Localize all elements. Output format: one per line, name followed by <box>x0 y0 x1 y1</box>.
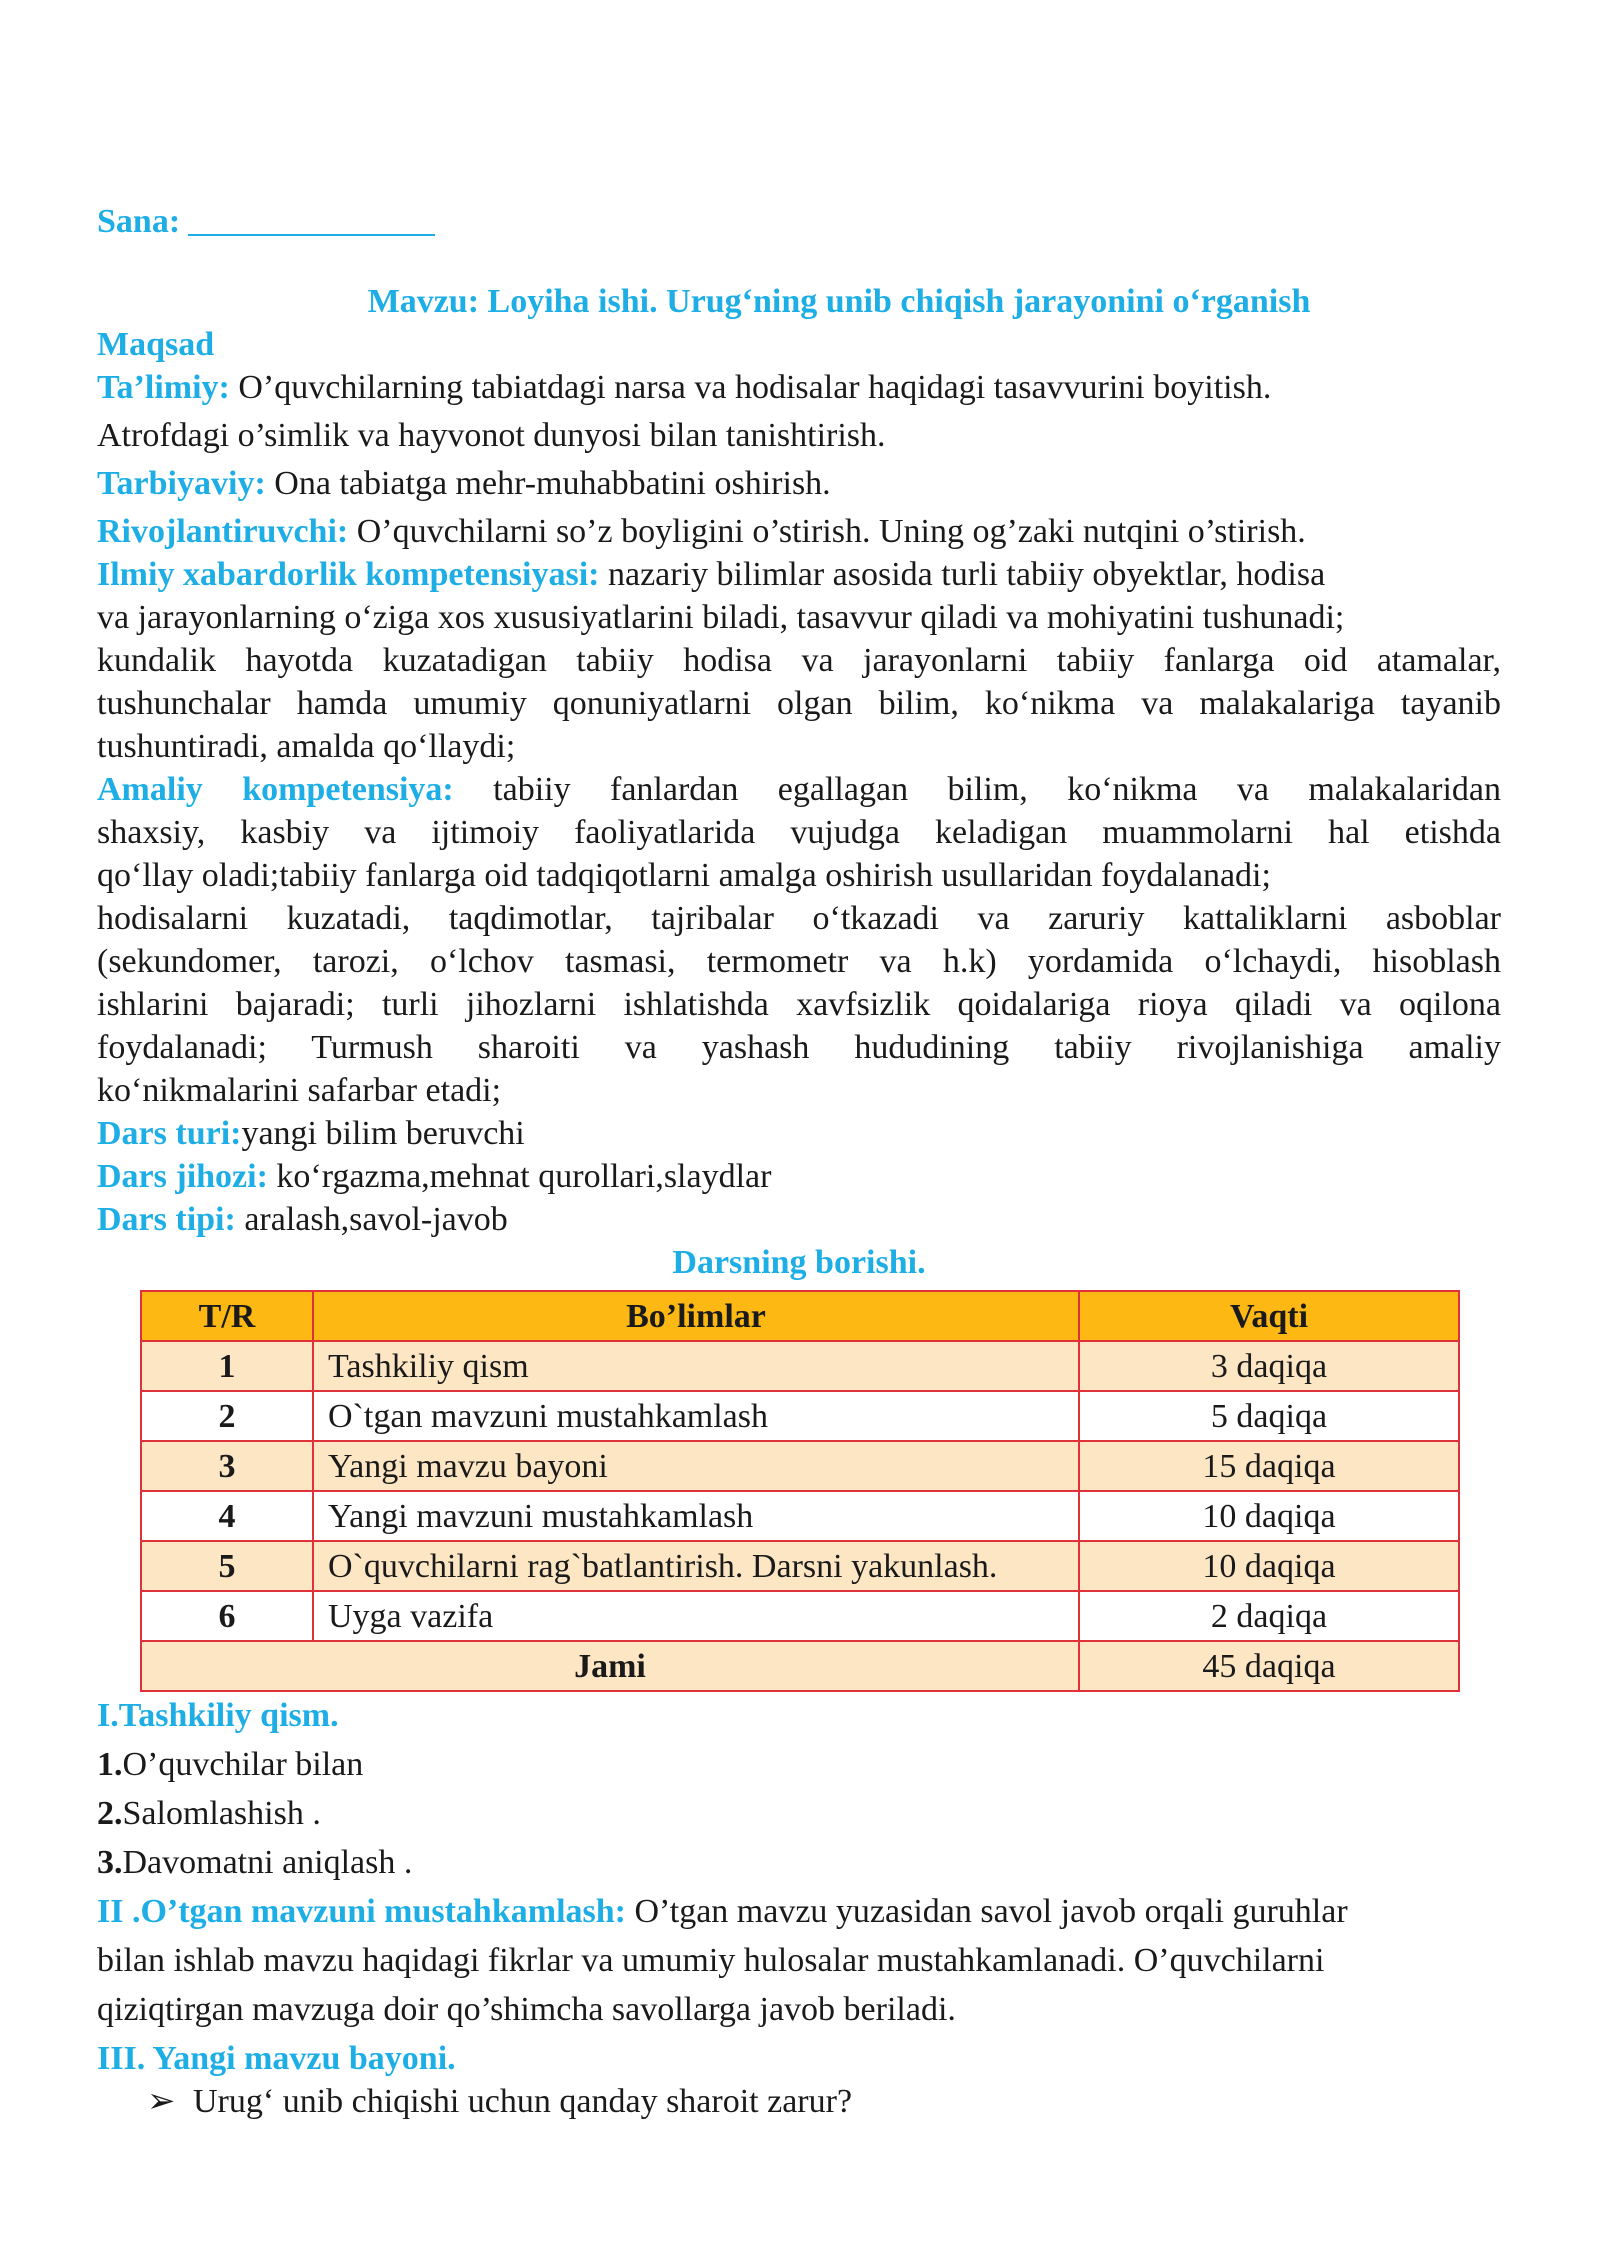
table-total-row <box>141 1641 1459 1691</box>
header-tr: T/R <box>141 1291 313 1341</box>
list-item <box>97 1792 1501 1835</box>
table-row <box>141 1541 1459 1591</box>
list-item-number: 1. <box>97 1746 123 1783</box>
ilmiy-line-5: tushuntiradi, amalda qo‘llaydi; <box>97 728 516 765</box>
row-time: 5 daqiqa <box>1079 1391 1459 1441</box>
amaliy-text-1: tabiiy fanlardan egallagan bilim, ko‘nikma va malakalaridan <box>493 771 1501 808</box>
ilmiy-line-3: kundalik hayotda kuzatadigan tabiiy hodisa va jarayonlarni tabiiy fanlarga oid atamalar, <box>97 642 1501 679</box>
lesson-equipment-value: ko‘rgazma,mehnat qurollari,slaydlar <box>276 1158 772 1195</box>
row-time: 2 daqiqa <box>1079 1591 1459 1641</box>
row-section: O`quvchilarni rag`batlantirish. Darsni yakunlash. <box>313 1541 1079 1591</box>
tarbiyaviy-line <box>97 462 1501 505</box>
bullet-text: Urug‘ unib chiqishi uchun qanday sharoit zarur? <box>193 2083 853 2120</box>
total-value: 45 daqiqa <box>1079 1641 1459 1691</box>
table-row <box>141 1441 1459 1491</box>
talimiy-text: O’quvchilarning tabiatdagi narsa va hodisalar haqidagi tasavvurini boyitish. <box>238 369 1272 406</box>
row-number: 3 <box>141 1441 313 1491</box>
row-section: Tashkiliy qism <box>313 1341 1079 1391</box>
amaliy-line-3: qo‘llay oladi;tabiiy fanlarga oid tadqiqotlarni amalga oshirish usullaridan foydalanadi; <box>97 857 1271 894</box>
total-label: Jami <box>141 1641 1079 1691</box>
section3-heading: III. Yangi mavzu bayoni. <box>97 2040 456 2077</box>
amaliy-line-8: ko‘nikmalarini safarbar etadi; <box>97 1072 502 1109</box>
rivoj-text: O’quvchilarni so’z boyligini o’stirish. Uning og’zaki nutqini o’stirish. <box>356 513 1306 550</box>
section2-heading: II .O’tgan mavzuni mustahkamlash: <box>97 1893 626 1930</box>
date-line <box>97 200 1501 243</box>
ilmiy-label: Ilmiy xabardorlik kompetensiyasi: <box>97 556 600 593</box>
section2-line-3: qiziqtirgan mavzuga doir qo’shimcha savollarga javob beriladi. <box>97 1991 956 2028</box>
amaliy-line-5: (sekundomer, tarozi, o‘lchov tasmasi, termometr va h.k) yordamida o‘lchaydi, hisoblash <box>97 943 1501 980</box>
row-time: 15 daqiqa <box>1079 1441 1459 1491</box>
row-time: 3 daqiqa <box>1079 1341 1459 1391</box>
lesson-type-value: yangi bilim beruvchi <box>241 1115 525 1152</box>
goal-heading: Maqsad <box>97 326 215 363</box>
section1-heading: I.Tashkiliy qism. <box>97 1697 339 1734</box>
document-content <box>97 200 1501 2123</box>
amaliy-label: Amaliy kompetensiya: <box>97 771 454 808</box>
tarbiyaviy-text: Ona tabiatga mehr-muhabbatini oshirish. <box>274 465 831 502</box>
row-section: Uyga vazifa <box>313 1591 1079 1641</box>
lesson-kind-label: Dars tipi: <box>97 1201 236 1238</box>
row-time: 10 daqiqa <box>1079 1541 1459 1591</box>
lesson-type-label: Dars turi: <box>97 1115 242 1152</box>
table-row <box>141 1391 1459 1441</box>
lesson-equipment-label: Dars jihozi: <box>97 1158 268 1195</box>
row-time: 10 daqiqa <box>1079 1491 1459 1541</box>
progress-heading: Darsning borishi. <box>672 1244 926 1281</box>
section2-text-1: O’tgan mavzu yuzasidan savol javob orqali guruhlar <box>634 1893 1348 1930</box>
lesson-plan-table <box>140 1290 1460 1692</box>
table-row <box>141 1491 1459 1541</box>
rivoj-label: Rivojlantiruvchi: <box>97 513 349 550</box>
header-time: Vaqti <box>1079 1291 1459 1341</box>
list-item-text: Davomatni aniqlash . <box>122 1844 413 1881</box>
talimiy-line-1 <box>97 366 1501 409</box>
arrow-bullet-icon: ➢ <box>147 2083 176 2120</box>
table-row <box>141 1591 1459 1641</box>
table-header-row <box>141 1291 1459 1341</box>
ilmiy-line-1 <box>97 553 1501 596</box>
row-number: 6 <box>141 1591 313 1641</box>
section2-line-1 <box>97 1890 1501 1933</box>
amaliy-line-4: hodisalarni kuzatadi, taqdimotlar, tajribalar o‘tkazadi va zaruriy kattaliklarni asboblar <box>97 900 1501 937</box>
row-number: 4 <box>141 1491 313 1541</box>
ilmiy-line-2: va jarayonlarning o‘ziga xos xususiyatlarini biladi, tasavvur qiladi va mohiyatini tushunadi; <box>97 599 1345 636</box>
amaliy-line-2: shaxsiy, kasbiy va ijtimoiy faoliyatlarida vujudga keladigan muammolarni hal etishda <box>97 814 1501 851</box>
row-section: O`tgan mavzuni mustahkamlash <box>313 1391 1079 1441</box>
lesson-equipment-line <box>97 1155 1501 1198</box>
section2-line-2: bilan ishlab mavzu haqidagi fikrlar va umumiy hulosalar mustahkamlanadi. O’quvchilarni <box>97 1942 1325 1979</box>
list-item <box>97 1841 1501 1884</box>
list-item-number: 3. <box>97 1844 123 1881</box>
header-sections: Bo’limlar <box>313 1291 1079 1341</box>
list-item <box>97 2080 1501 2123</box>
lesson-type-line <box>97 1112 1501 1155</box>
amaliy-line-6: ishlarini bajaradi; turli jihozlarni ishlatishda xavfsizlik qoidalariga rioya qiladi va oqilona <box>97 986 1501 1023</box>
talimiy-label: Ta’limiy: <box>97 369 230 406</box>
lesson-kind-value: aralash,savol-javob <box>244 1201 508 1238</box>
talimiy-line-2: Atrofdagi o’simlik va hayvonot dunyosi bilan tanishtirish. <box>97 417 886 454</box>
list-item-number: 2. <box>97 1795 123 1832</box>
lesson-title: Mavzu: Loyiha ishi. Urug‘ning unib chiqish jarayonini o‘rganish <box>367 283 1311 320</box>
row-number: 2 <box>141 1391 313 1441</box>
list-item-text: O’quvchilar bilan <box>122 1746 364 1783</box>
amaliy-line-7: foydalanadi; Turmush sharoiti va yashash hududining tabiiy rivojlanishiga amaliy <box>97 1029 1501 1066</box>
row-number: 1 <box>141 1341 313 1391</box>
list-item <box>97 1743 1501 1786</box>
row-section: Yangi mavzuni mustahkamlash <box>313 1491 1079 1541</box>
ilmiy-line-4: tushunchalar hamda umumiy qonuniyatlarni olgan bilim, ko‘nikma va malakalariga tayanib <box>97 685 1501 722</box>
date-blank-field[interactable] <box>188 204 435 236</box>
row-number: 5 <box>141 1541 313 1591</box>
rivoj-line <box>97 510 1501 553</box>
row-section: Yangi mavzu bayoni <box>313 1441 1079 1491</box>
table-row <box>141 1341 1459 1391</box>
lesson-kind-line <box>97 1198 1501 1241</box>
list-item-text: Salomlashish . <box>122 1795 321 1832</box>
amaliy-line-1 <box>97 768 1501 811</box>
tarbiyaviy-label: Tarbiyaviy: <box>97 465 266 502</box>
ilmiy-text-1: nazariy bilimlar asosida turli tabiiy obyektlar, hodisa <box>607 556 1326 593</box>
date-label: Sana: <box>97 203 181 240</box>
